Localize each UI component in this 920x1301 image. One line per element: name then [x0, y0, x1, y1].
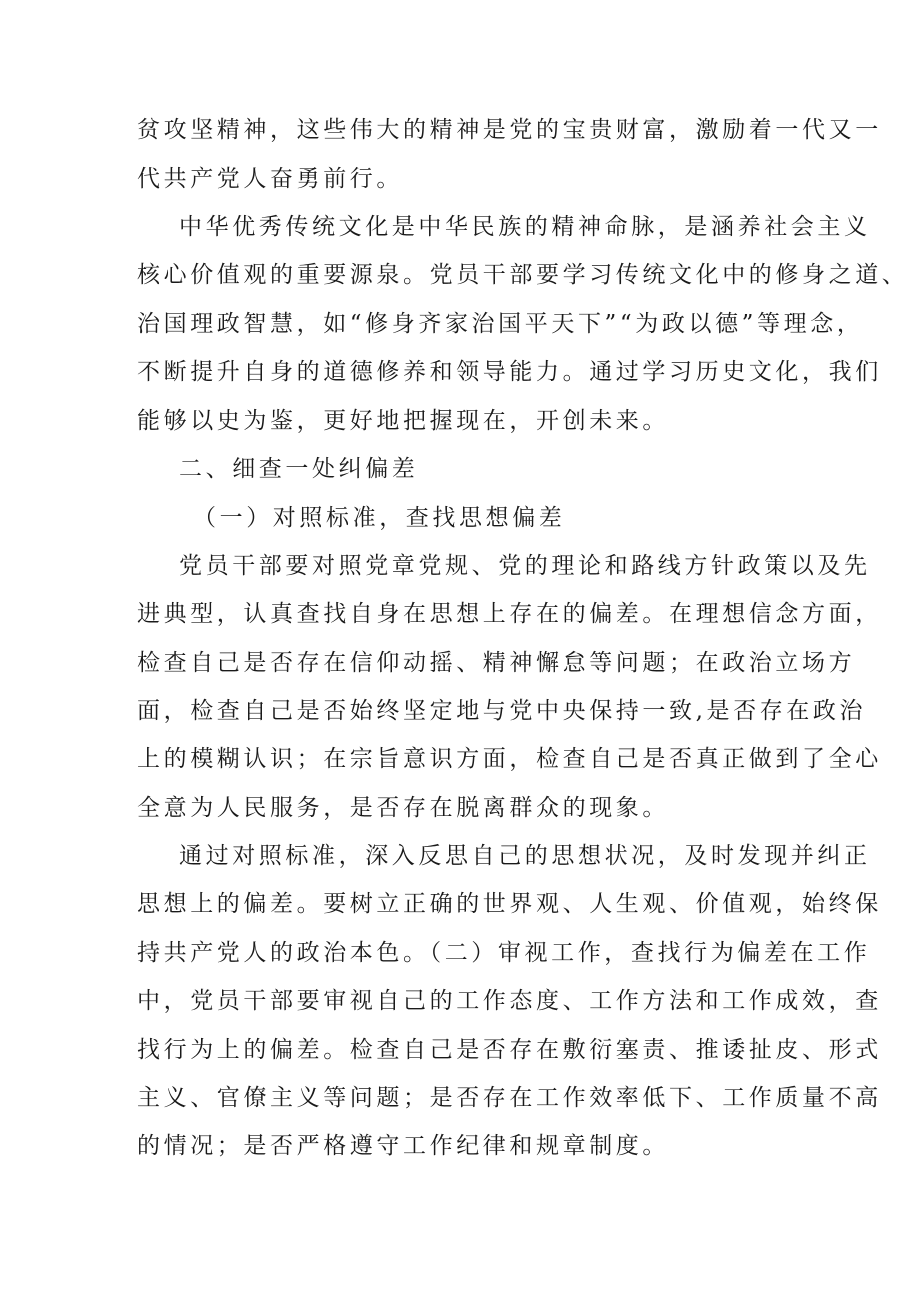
paragraph-line: 进典型，认真查找自身在思想上存在的偏差。在理想信念方面，	[137, 601, 882, 627]
paragraph-line: 治国理政智慧，如“修身齐家治国平天下”“为政以德”等理念，	[137, 311, 864, 337]
paragraph-line: 的情况；是否严格遵守工作纪律和规章制度。	[137, 1133, 669, 1159]
subsection-heading: （一）对照标准，查找思想偏差	[193, 505, 566, 531]
paragraph-line: 面，检查自己是否始终坚定地与党中央保持一致,是否存在政治	[137, 698, 867, 724]
paragraph-line: 上的模糊认识；在宗旨意识方面，检查自己是否真正做到了全心	[137, 746, 882, 772]
paragraph-line: 思想上的偏差。要树立正确的世界观、人生观、价值观，始终保	[137, 891, 882, 917]
paragraph-line: 中，党员干部要审视自己的工作态度、工作方法和工作成效，查	[137, 988, 882, 1014]
paragraph-line: 主义、官僚主义等问题；是否存在工作效率低下、工作质量不高	[137, 1085, 882, 1111]
paragraph-line: 找行为上的偏差。检查自己是否存在敷衍塞责、推诿扯皮、形式	[137, 1037, 882, 1063]
paragraph-line: 代共产党人奋勇前行。	[137, 166, 403, 192]
paragraph-line: 贫攻坚精神，这些伟大的精神是党的宝贵财富，激励着一代又一	[137, 117, 882, 143]
paragraph-line: 全意为人民服务，是否存在脱离群众的现象。	[137, 795, 669, 821]
paragraph-line: 持共产党人的政治本色。（二）审视工作，查找行为偏差在工作	[137, 940, 871, 966]
paragraph-line: 不断提升自身的道德修养和领导能力。通过学习历史文化，我们	[137, 359, 882, 385]
paragraph-line: 核心价值观的重要源泉。党员干部要学习传统文化中的修身之道、	[137, 262, 909, 288]
paragraph-line: 党员干部要对照党章党规、党的理论和路线方针政策以及先	[179, 553, 871, 579]
paragraph-line: 检查自己是否存在信仰动摇、精神懈怠等问题；在政治立场方	[137, 650, 856, 676]
paragraph-line: 中华优秀传统文化是中华民族的精神命脉，是涵养社会主义	[179, 214, 871, 240]
paragraph-line: 通过对照标准，深入反思自己的思想状况，及时发现并纠正	[179, 843, 871, 869]
section-heading: 二、细查一处纠偏差	[179, 456, 419, 482]
paragraph-line: 能够以史为鉴，更好地把握现在，开创未来。	[137, 408, 669, 434]
